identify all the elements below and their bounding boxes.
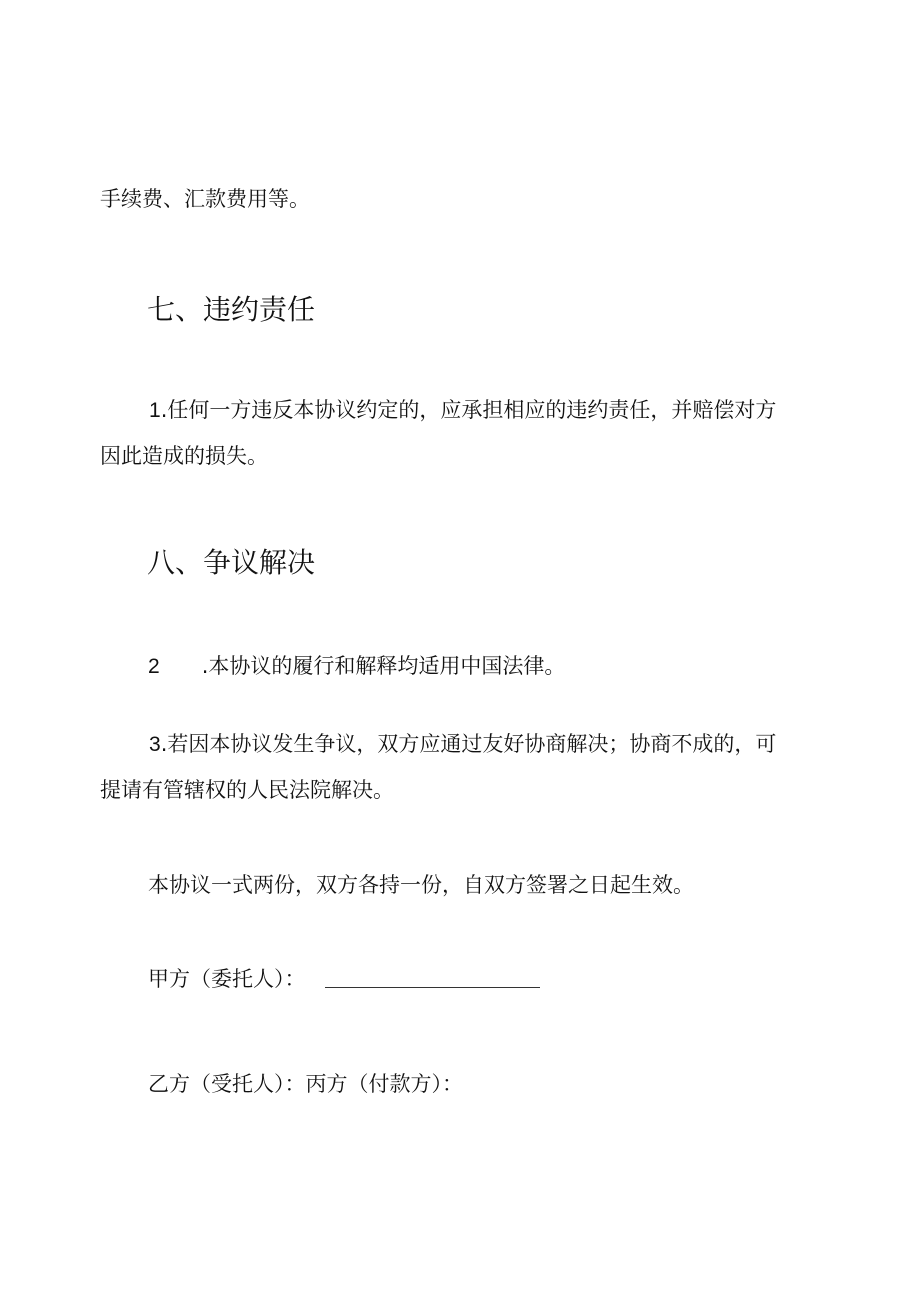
party-a-label: 甲方（委托人）： — [148, 967, 306, 991]
clause-text: .若因本协议发生争议，双方应通过友好协商解决；协商不成的，可 — [160, 732, 777, 756]
clause-item-2 — [148, 653, 565, 680]
closing-statement: 本协议一式两份，双方各持一份，自双方签署之日起生效。 — [148, 873, 694, 897]
clause-text: .本协议的履行和解释均适用中国法律。 — [201, 654, 566, 678]
section-heading-dispute-resolution: 八、争议解决 — [147, 546, 316, 579]
clause-number: 1 — [149, 399, 161, 422]
clause-item-3 — [149, 731, 776, 758]
paragraph-continued: 手续费、汇款费用等。 — [100, 187, 310, 211]
clause-number: 3 — [149, 733, 161, 756]
party-b-label: 乙方（受托人）： — [148, 1072, 306, 1096]
clause-text: .任何一方违反本协议约定的，应承担相应的违约责任，并赔偿对方 — [160, 398, 777, 422]
clause-item-1 — [149, 397, 776, 424]
party-c-label: 丙方（付款方）： — [305, 1072, 463, 1096]
section-heading-breach-liability: 七、违约责任 — [147, 293, 316, 326]
party-b-c-labels — [148, 1071, 463, 1097]
clause-item-3-continued: 提请有管辖权的人民法院解决。 — [100, 778, 394, 802]
party-a-signature-line — [325, 987, 540, 988]
clause-number: 2 — [148, 655, 160, 678]
clause-item-1-continued: 因此造成的损失。 — [100, 444, 268, 468]
